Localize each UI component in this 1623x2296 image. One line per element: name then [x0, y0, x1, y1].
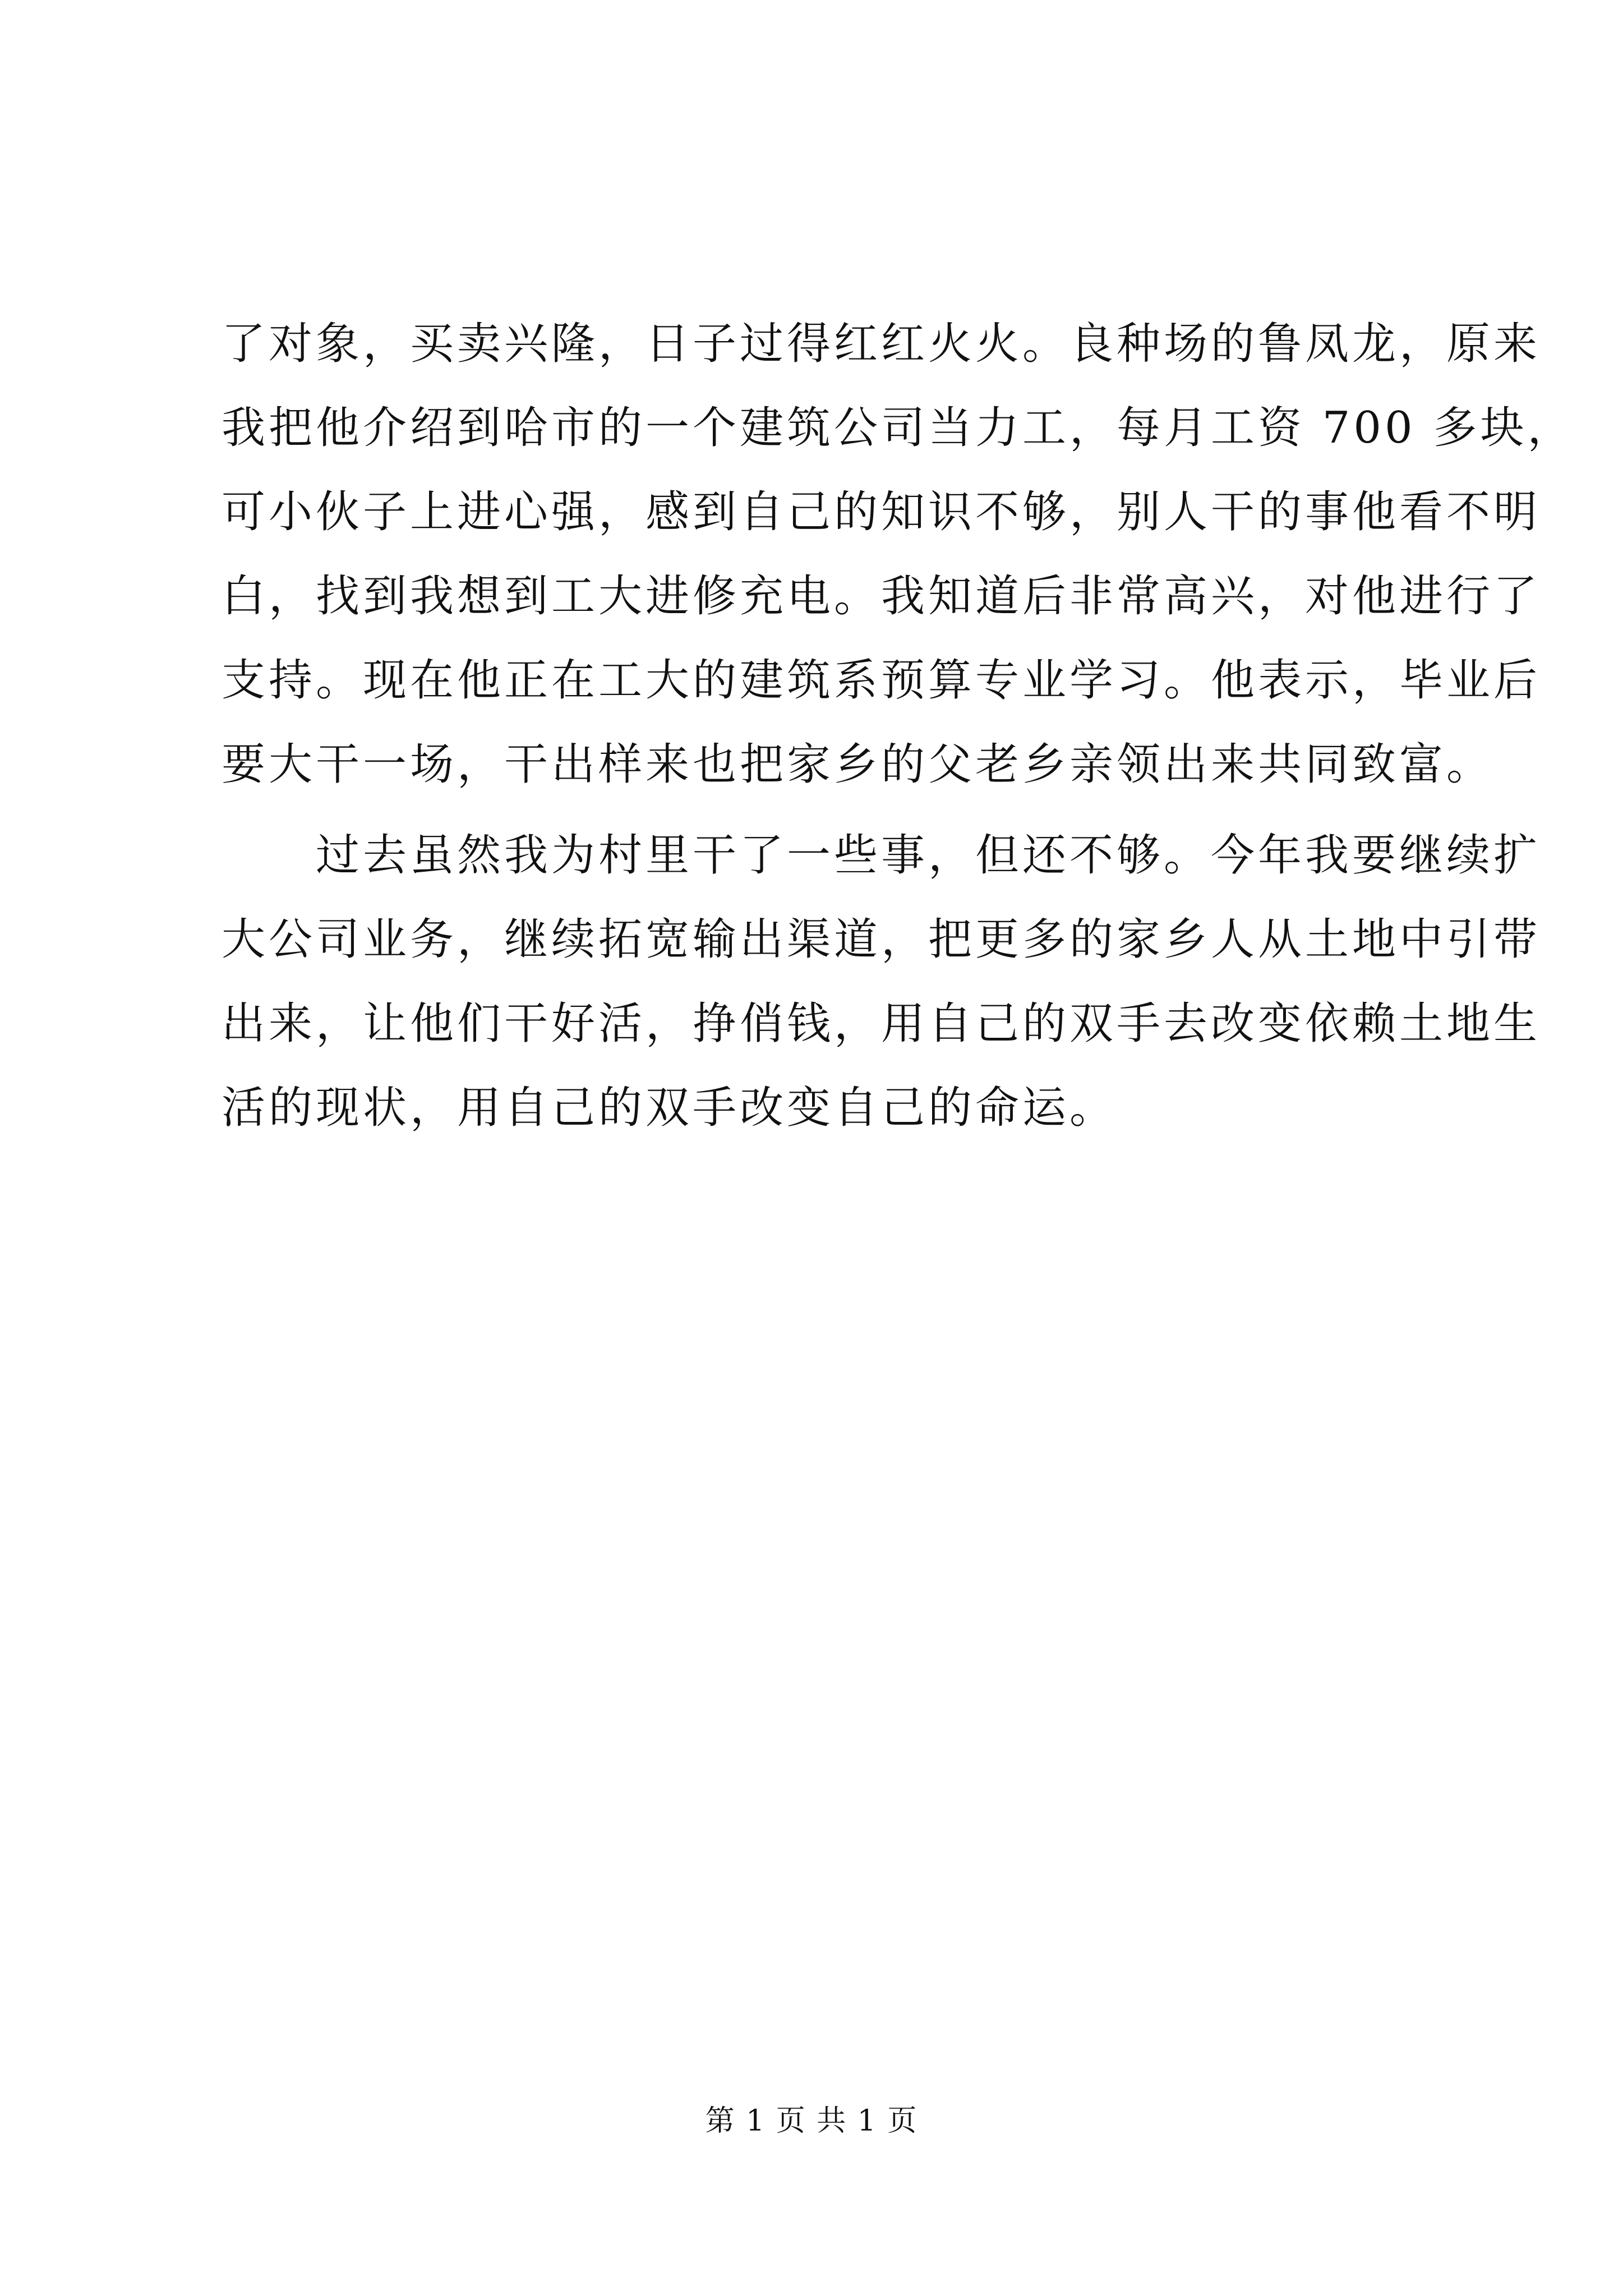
text-line-7: 过去虽然我为村里干了一些事，但还不够。今年我要继续扩 — [222, 830, 1541, 881]
text-line-3: 可小伙子上进心强，感到自己的知识不够，别人干的事他看不明 — [222, 487, 1541, 537]
text-line-8: 大公司业务，继续拓宽输出渠道，把更多的家乡人从土地中引带 — [222, 914, 1541, 965]
text-line-4: 白，找到我想到工大进修充电。我知道后非常高兴，对他进行了 — [222, 571, 1541, 622]
text-line-2: 我把他介绍到哈市的一个建筑公司当力工，每月工资 700 多块， — [222, 403, 1575, 453]
text-line-5: 支持。现在他正在工大的建筑系预算专业学习。他表示，毕业后 — [222, 655, 1541, 706]
text-line-10: 活的现状，用自己的双手改变自己的命运。 — [222, 1083, 1117, 1133]
text-line-1: 了对象，买卖兴隆，日子过得红红火火。良种场的鲁凤龙，原来 — [222, 319, 1541, 369]
body-text — [222, 302, 1575, 1150]
paragraph-gap — [222, 807, 1402, 813]
page-footer: 第 1 页 共 1 页 — [705, 2104, 918, 2138]
text-line-6: 要大干一场，干出样来也把家乡的父老乡亲领出来共同致富。 — [222, 739, 1494, 790]
text-line-9: 出来，让他们干好活，挣俏钱，用自己的双手去改变依赖土地生 — [222, 999, 1541, 1049]
